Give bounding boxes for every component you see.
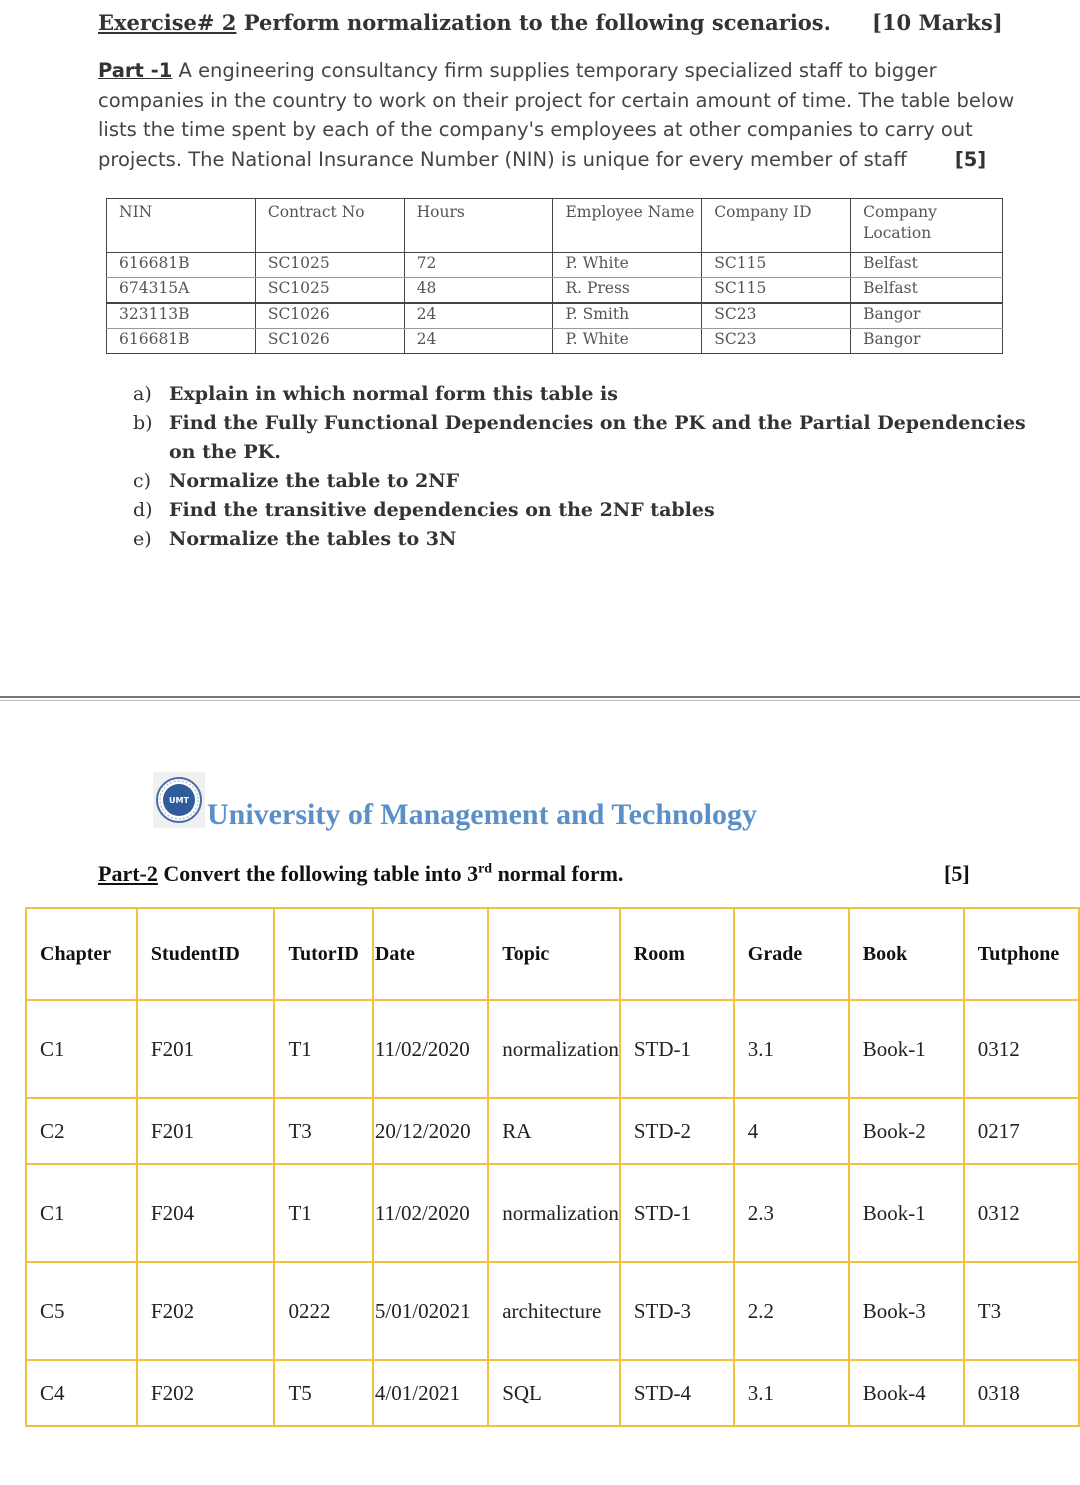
question-item bbox=[133, 496, 1033, 525]
table-cell: F204 bbox=[137, 1164, 275, 1262]
question-text: Normalize the tables to 3N bbox=[169, 528, 457, 550]
table-cell: normalization bbox=[488, 1000, 620, 1098]
university-logo bbox=[153, 772, 205, 828]
part1-description bbox=[98, 56, 1028, 174]
table-cell: C2 bbox=[26, 1098, 137, 1164]
tutorial-table bbox=[25, 907, 1080, 1427]
table-cell: STD-1 bbox=[620, 1000, 734, 1098]
table-cell: 11/02/2020 bbox=[373, 1164, 488, 1262]
question-text: Find the transitive dependencies on the 2NF tables bbox=[169, 499, 715, 521]
question-list bbox=[133, 380, 1033, 554]
table-cell: Bangor bbox=[851, 329, 1003, 354]
table-cell: C1 bbox=[26, 1000, 137, 1098]
question-letter: b) bbox=[133, 412, 153, 434]
table-cell: 11/02/2020 bbox=[373, 1000, 488, 1098]
table-cell: 0312 bbox=[964, 1000, 1079, 1098]
table-cell: STD-4 bbox=[620, 1360, 734, 1426]
part2-label: Part-2 bbox=[98, 861, 158, 886]
header-cell: Hours bbox=[404, 199, 553, 253]
table-cell: SQL bbox=[488, 1360, 620, 1426]
question-letter: e) bbox=[133, 528, 152, 550]
page-divider-shadow bbox=[0, 700, 1080, 701]
table-row bbox=[26, 1000, 1079, 1098]
table-cell: P. White bbox=[553, 329, 702, 354]
exercise-label: Exercise# 2 bbox=[98, 10, 237, 35]
table-cell: R. Press bbox=[553, 278, 702, 304]
question-letter: c) bbox=[133, 470, 152, 492]
question-letter: d) bbox=[133, 499, 153, 521]
table-cell: SC1026 bbox=[255, 303, 404, 329]
table-row bbox=[107, 329, 1003, 354]
table-cell: 4/01/2021 bbox=[373, 1360, 488, 1426]
exercise-marks: [10 Marks] bbox=[872, 10, 1003, 35]
table-cell: SC115 bbox=[702, 278, 851, 304]
header-cell: StudentID bbox=[137, 908, 275, 1000]
table-row bbox=[26, 1262, 1079, 1360]
table-cell: 0217 bbox=[964, 1098, 1079, 1164]
university-name: University of Management and Technology bbox=[207, 798, 758, 831]
university-seal-icon bbox=[153, 772, 205, 828]
header-cell: Employee Name bbox=[553, 199, 702, 253]
table-cell: 5/01/02021 bbox=[373, 1262, 488, 1360]
table-cell: 24 bbox=[404, 303, 553, 329]
header-cell: Tutphone bbox=[964, 908, 1079, 1000]
table-cell: Bangor bbox=[851, 303, 1003, 329]
table-cell: 72 bbox=[404, 253, 553, 278]
staff-table bbox=[106, 198, 1003, 354]
question-text: Explain in which normal form this table is bbox=[169, 383, 618, 405]
table-cell: 20/12/2020 bbox=[373, 1098, 488, 1164]
table-cell: Book-2 bbox=[849, 1098, 964, 1164]
table-cell: T3 bbox=[964, 1262, 1079, 1360]
table-row bbox=[26, 1164, 1079, 1262]
table-row bbox=[26, 1360, 1079, 1426]
table-cell: STD-3 bbox=[620, 1262, 734, 1360]
question-letter: a) bbox=[133, 383, 152, 405]
part2-title-post: normal form. bbox=[492, 861, 624, 886]
exercise-title-text: Perform normalization to the following scenarios. bbox=[236, 10, 831, 35]
table-row bbox=[107, 278, 1003, 304]
table-cell: Book-1 bbox=[849, 1000, 964, 1098]
table-cell: SC23 bbox=[702, 329, 851, 354]
header-cell: NIN bbox=[107, 199, 256, 253]
table-cell: T3 bbox=[274, 1098, 372, 1164]
table-cell: SC1026 bbox=[255, 329, 404, 354]
header-cell: Topic bbox=[488, 908, 620, 1000]
table-cell: C1 bbox=[26, 1164, 137, 1262]
header-cell: Chapter bbox=[26, 908, 137, 1000]
table-cell: Book-4 bbox=[849, 1360, 964, 1426]
table-cell: 0318 bbox=[964, 1360, 1079, 1426]
table-cell: 0312 bbox=[964, 1164, 1079, 1262]
table-cell: F202 bbox=[137, 1360, 275, 1426]
table-row bbox=[107, 253, 1003, 278]
logo-text: UMT bbox=[169, 796, 189, 805]
table-cell: F202 bbox=[137, 1262, 275, 1360]
table-cell: 2.2 bbox=[734, 1262, 849, 1360]
table-cell: 616681B bbox=[107, 253, 256, 278]
header-cell: Company ID bbox=[702, 199, 851, 253]
table-cell: SC1025 bbox=[255, 278, 404, 304]
table-cell: P. Smith bbox=[553, 303, 702, 329]
table-cell: C4 bbox=[26, 1360, 137, 1426]
question-text: Normalize the table to 2NF bbox=[169, 470, 460, 492]
table-cell: RA bbox=[488, 1098, 620, 1164]
table-cell: SC115 bbox=[702, 253, 851, 278]
table-cell: C5 bbox=[26, 1262, 137, 1360]
header-cell: Grade bbox=[734, 908, 849, 1000]
part1-text: A engineering consultancy firm supplies temporary specialized staff to bigger companies in the country to work on their project for certain amount of time. The table below lists the time spent by each of the company's employees at other companies to carry out projects. The National Insurance Number (NIN) is unique for every member of staff bbox=[98, 59, 1015, 171]
question-item bbox=[133, 380, 1033, 409]
table-cell: T1 bbox=[274, 1164, 372, 1262]
part1-label: Part -1 bbox=[98, 59, 173, 82]
table-cell: Book-3 bbox=[849, 1262, 964, 1360]
table-cell: Belfast bbox=[851, 253, 1003, 278]
table-cell: T5 bbox=[274, 1360, 372, 1426]
table-cell: F201 bbox=[137, 1000, 275, 1098]
table-cell: SC1025 bbox=[255, 253, 404, 278]
table-cell: 2.3 bbox=[734, 1164, 849, 1262]
page-divider bbox=[0, 696, 1080, 698]
question-item bbox=[133, 525, 1033, 554]
header-cell: Book bbox=[849, 908, 964, 1000]
table-cell: SC23 bbox=[702, 303, 851, 329]
table-cell: STD-2 bbox=[620, 1098, 734, 1164]
part1-marks: [5] bbox=[954, 147, 987, 171]
table-cell: Book-1 bbox=[849, 1164, 964, 1262]
part2-title-sup: rd bbox=[478, 861, 493, 877]
question-item bbox=[133, 467, 1033, 496]
question-item bbox=[133, 409, 1033, 467]
table-header-row bbox=[107, 199, 1003, 253]
part2-title-pre: Convert the following table into 3 bbox=[157, 861, 479, 886]
table-cell: 4 bbox=[734, 1098, 849, 1164]
table-cell: 3.1 bbox=[734, 1000, 849, 1098]
table-row bbox=[26, 1098, 1079, 1164]
table-cell: architecture bbox=[488, 1262, 620, 1360]
table-cell: 674315A bbox=[107, 278, 256, 304]
question-text: Find the Fully Functional Dependencies on the PK and the Partial Dependencies on the PK. bbox=[169, 412, 1026, 463]
table-cell: 0222 bbox=[274, 1262, 372, 1360]
table-cell: 323113B bbox=[107, 303, 256, 329]
table-cell: 616681B bbox=[107, 329, 256, 354]
header-cell: TutorID bbox=[274, 908, 372, 1000]
table-cell: STD-1 bbox=[620, 1164, 734, 1262]
table-cell: 3.1 bbox=[734, 1360, 849, 1426]
table-cell: 24 bbox=[404, 329, 553, 354]
table-row bbox=[107, 303, 1003, 329]
header-cell: Company Location bbox=[851, 199, 1003, 253]
part2-marks: [5] bbox=[944, 861, 970, 886]
table-cell: Belfast bbox=[851, 278, 1003, 304]
exercise-title bbox=[98, 10, 831, 35]
table-cell: T1 bbox=[274, 1000, 372, 1098]
header-cell: Contract No bbox=[255, 199, 404, 253]
part2-title bbox=[98, 861, 623, 887]
table-header-row bbox=[26, 908, 1079, 1000]
table-cell: P. White bbox=[553, 253, 702, 278]
table-cell: F201 bbox=[137, 1098, 275, 1164]
table-cell: 48 bbox=[404, 278, 553, 304]
table-cell: normalization bbox=[488, 1164, 620, 1262]
header-cell: Room bbox=[620, 908, 734, 1000]
header-cell: Date bbox=[373, 908, 488, 1000]
